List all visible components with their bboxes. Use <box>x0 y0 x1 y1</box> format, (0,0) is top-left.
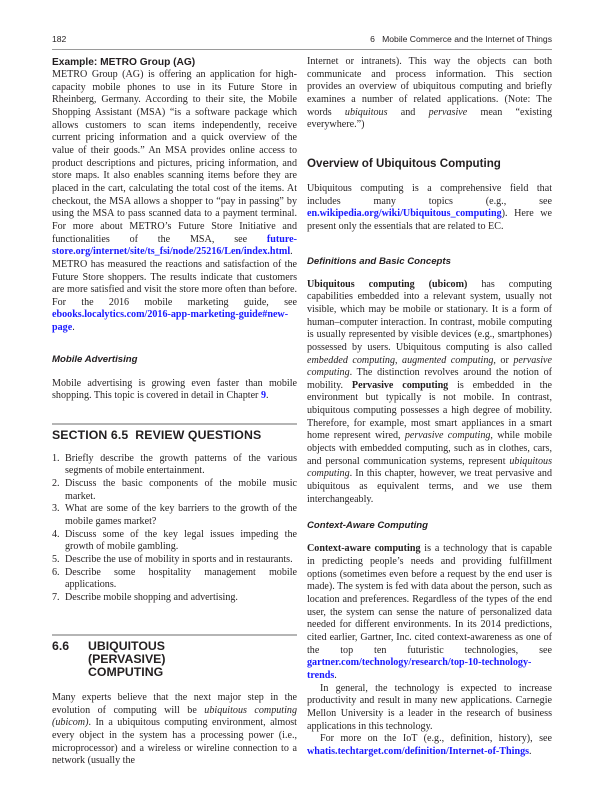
general-paragraph <box>307 683 552 734</box>
text-run: . <box>266 390 269 402</box>
italic-term: augmented computing <box>402 354 494 366</box>
review-question <box>52 453 297 478</box>
page-number: 182 <box>52 34 67 44</box>
bold-term: Pervasive computing <box>351 379 449 391</box>
review-question <box>52 554 297 567</box>
review-question <box>52 592 297 605</box>
question-number: 6. <box>52 566 60 578</box>
definitions-heading: Definitions and Basic Concepts <box>307 255 451 267</box>
review-question <box>52 478 297 503</box>
question-number: 7. <box>52 591 60 603</box>
text-run: . In this chapter, however, we treat pervasive and ubiquitous as equivalent terms, and we use them interchangeably. <box>307 468 552 505</box>
text-run: is a technology that is capable in predicting people’s needs and providing fulfillment options (sometimes even before a request by the end user is made). The system is fed with data about the person, such as location and preferences. Regardless of the types of the end user, the system can sense the nature of personalized data needed for different environments. In its 2014 predictions, cited earlier, Gartner, Inc. cited context-awareness as one of the top ten futuristic technologies, see <box>307 543 553 656</box>
question-text: What are some of the key barriers to the growth of the mobile games market? <box>65 503 297 527</box>
text-run: For more on the IoT (e.g., definition, history), see <box>320 733 552 745</box>
text-run: has computing capabilities embedded into a relevant system, usually not visible, which may be mobile or stationary. It is a form of human–computer interaction. In contrast, mobile computing is usually represented by visible devices (e.g., smartphones) possessed by users. Ubiquitous computing is also called <box>307 278 552 353</box>
bold-term: Ubiquitous computing (ubicom) <box>307 278 468 290</box>
italic-term: pervasive computing <box>307 354 553 379</box>
text-run: . <box>529 745 532 757</box>
question-text: Describe some hospitality management mobile applications. <box>65 566 297 591</box>
question-text: Describe the use of mobility in sports and in restaurants. <box>65 553 293 565</box>
italic-term: ubiquitous computing <box>307 455 552 480</box>
section-number: 6.6 <box>52 638 70 653</box>
section-rule <box>52 423 297 425</box>
text-run: Many experts believe that the next major step in the evolution of computing will be <box>52 691 297 716</box>
question-text: Briefly describe the growth patterns of the various segments of mobile entertainment. <box>65 452 297 477</box>
context-aware-paragraph <box>307 543 552 682</box>
text-run: ). Here we present only the essentials that are related to EC. <box>307 208 552 232</box>
review-questions-list <box>52 453 297 605</box>
question-number: 4. <box>52 528 60 540</box>
hyperlink[interactable]: future-store.org/internet/site/ts_fsi/node/25216/Len/index.html <box>52 233 297 258</box>
text-run: , while mobile objects with embedded computing, such as in clothes, cars, and personal communication systems, represent <box>307 430 553 467</box>
section-title: UBIQUITOUS (PERVASIVE) COMPUTING <box>88 638 166 679</box>
text-run: is embedded in the environment but typically is not mobile. In contrast, ubiquitous computing possesses a high degree of mobility. Therefore, for example, most smart appliances in a smart home represent wired, <box>307 379 552 442</box>
italic-term: ubiquitous computing (ubicom) <box>52 704 298 729</box>
text-run: , or <box>493 354 514 366</box>
review-question <box>52 567 297 592</box>
italic-term: embedded computing <box>307 354 396 366</box>
hyperlink[interactable]: whatis.techtarget.com/definition/Internet-of-Things <box>307 745 530 757</box>
question-text: Discuss some of the key legal issues impeding the growth of mobile gambling. <box>65 528 297 553</box>
question-number: 2. <box>52 477 60 489</box>
text-run: . In a ubiquitous computing environment, almost every object in the system has a processing power (i.e., microprocessor) and a wireless or wireline connection to a network (usually the <box>52 717 297 767</box>
question-text: Discuss the basic components of the mobile music market. <box>65 477 297 502</box>
text-run: . <box>334 669 337 681</box>
italic-term: pervasive <box>428 106 468 118</box>
mobile-advertising-heading: Mobile Advertising <box>52 353 138 365</box>
review-question <box>52 503 297 528</box>
text-run: . <box>72 322 75 334</box>
text-run: . The distinction revolves around the notion of mobility. <box>307 367 552 391</box>
text-run: In general, the technology is expected to increase productivity and result in many new applications. Carnegie Mellon University is a leader in the research of business applications in this technology. <box>307 682 552 732</box>
question-number: 3. <box>52 503 60 515</box>
text-run: and <box>387 106 429 118</box>
overview-paragraph <box>307 183 552 234</box>
context-aware-heading: Context-Aware Computing <box>307 520 428 532</box>
definitions-paragraph <box>307 279 552 507</box>
review-question <box>52 529 297 554</box>
question-number: 1. <box>52 452 60 464</box>
text-run: Ubiquitous computing is a comprehensive field that includes many topics (e.g., see <box>307 182 552 207</box>
overview-heading: Overview of Ubiquitous Computing <box>307 156 501 170</box>
mobile-advertising-paragraph <box>52 378 297 403</box>
italic-term: ubiquitous <box>344 106 388 118</box>
hyperlink[interactable]: 9 <box>260 390 266 402</box>
text-run: mean “existing everywhere.”) <box>307 106 552 131</box>
text-run: , <box>395 354 403 366</box>
continued-paragraph <box>307 56 552 132</box>
review-questions-heading: SECTION 6.5 REVIEW QUESTIONS <box>52 427 262 442</box>
iot-paragraph <box>307 733 552 758</box>
section-heading <box>52 640 297 679</box>
text-run: METRO Group (AG) is offering an application for high-capacity mobile phones to use in its Future Store in Rheinberg, Germany. According to their site, the Mobile Shopping Assistant (MSA) “is a software package which allows customers to scan items independently, receive current pricing information and a quick overview of the value of their goods.” An MSA provides online access to product descriptions and pictures, pricing information, and store maps. It also enables scanning items before they are placed in the cart, calculating the total cost of the items. At checkout, the MSA allows a shopper to “pay in passing” by using the MSA to pass scanned data to a payment terminal. For more about METRO’s Future Store Initiative and functionalities of the MSA, see <box>52 69 297 245</box>
example-paragraph <box>52 69 297 335</box>
question-text: Describe mobile shopping and advertising. <box>65 591 238 603</box>
right-column <box>307 0 552 759</box>
hyperlink[interactable]: ebooks.localytics.com/2016-app-marketing-guide#new-page <box>52 309 289 334</box>
italic-term: pervasive computing <box>404 430 491 442</box>
bold-term: Context-aware computing <box>307 543 421 555</box>
left-column <box>52 0 297 768</box>
hyperlink[interactable]: gartner.com/technology/research/top-10-technology-trends <box>307 657 532 681</box>
intro-paragraph <box>52 692 297 768</box>
text-run: Mobile advertising is growing even faster than mobile shopping. This topic is covered in detail in Chapter <box>52 377 297 402</box>
hyperlink[interactable]: en.wikipedia.org/wiki/Ubiquitous_computing <box>307 208 502 220</box>
question-number: 5. <box>52 553 60 565</box>
text-run: . METRO has measured the reactions and satisfaction of the Future Store shoppers. The results indicate that customers are more satisfied and visit the store more often than before. For the 2016 mobile marketing guide, see <box>52 246 297 308</box>
section-rule <box>52 634 297 636</box>
text-run: Internet or intranets). This way the objects can both communicate and process information. This section provides an overview of ubiquitous computing and briefly examines a number of related applications. (Note: The words <box>307 56 552 118</box>
running-header: 6 Mobile Commerce and the Internet of Things <box>370 34 552 44</box>
example-heading: Example: METRO Group (AG) <box>52 57 196 68</box>
